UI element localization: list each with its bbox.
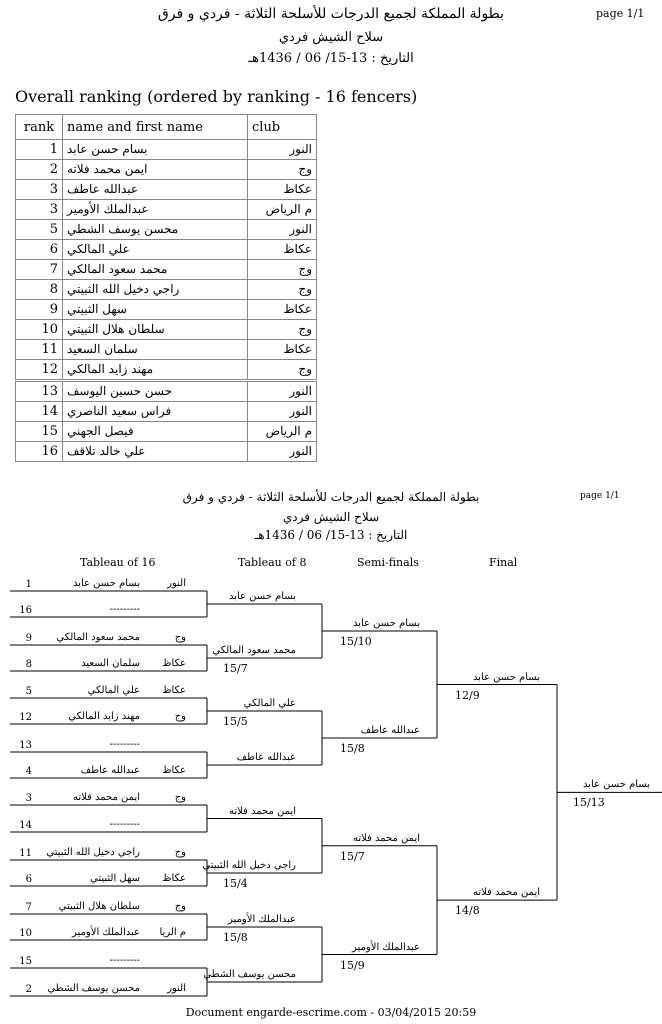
ranking-name: سهل الثبيتي bbox=[63, 300, 248, 320]
t16-name: عبدالله عاطف bbox=[80, 765, 140, 776]
page-date: التاريخ : 13-15/ 06 / 1436هـ bbox=[248, 51, 414, 66]
ranking-name: عبدالملك الأومير bbox=[63, 200, 248, 220]
t16-club: وج bbox=[174, 792, 186, 803]
ranking-club: النور bbox=[248, 402, 317, 422]
ranking-rank: 11 bbox=[16, 340, 63, 360]
bracket-date: التاريخ : 13-15/ 06 / 1436هـ bbox=[254, 528, 408, 542]
final-name: ايمن محمد فلاته bbox=[472, 887, 540, 899]
t16-seed: 5 bbox=[25, 686, 32, 697]
ranking-club: عكاظ bbox=[248, 340, 317, 360]
ranking-club: وج bbox=[248, 160, 317, 180]
t16-name: --------- bbox=[109, 604, 140, 615]
ranking-rank: 14 bbox=[16, 402, 63, 422]
t16-club: عكاظ bbox=[162, 765, 186, 776]
t16-name: بسام حسن عابد bbox=[72, 578, 140, 589]
final-score: 14/8 bbox=[455, 904, 480, 918]
t8-score: 15/8 bbox=[223, 931, 248, 944]
t16-name: --------- bbox=[109, 819, 140, 830]
t16-name: ايمن محمد فلاته bbox=[72, 792, 140, 803]
t8-name: بسام حسن عابد bbox=[228, 591, 296, 602]
ranking-club: م الرياض bbox=[248, 422, 317, 442]
t16-seed: 8 bbox=[25, 659, 32, 670]
ranking-club: النور bbox=[248, 442, 317, 462]
t8-name: ايمن محمد فلاته bbox=[228, 805, 296, 817]
ranking-rank: 15 bbox=[16, 422, 63, 442]
page-subtitle: سلاح الشيش فردي bbox=[278, 30, 384, 45]
winner-name: بسام حسن عابد bbox=[582, 779, 650, 791]
ranking-rank: 1 bbox=[16, 140, 63, 160]
ranking-club: وج bbox=[248, 360, 317, 381]
t16-name: راجي دخيل الله الثبيتي bbox=[46, 847, 140, 858]
t16-seed: 11 bbox=[19, 848, 32, 859]
t16-seed: 2 bbox=[25, 984, 32, 995]
t8-name: راجي دخيل الله الثبيتي bbox=[202, 860, 296, 871]
ranking-rank: 7 bbox=[16, 260, 63, 280]
t16-club: عكاظ bbox=[162, 658, 186, 669]
t8-name: عبدالله عاطف bbox=[236, 752, 296, 763]
t8-name: محمد سعود المالكي bbox=[212, 645, 296, 656]
ranking-club: النور bbox=[248, 220, 317, 240]
t16-club: م الريا bbox=[159, 927, 186, 938]
bracket-title: بطولة المملكة لجميع الدرجات للأسلحة الثلاثة - فردي و فرق bbox=[182, 490, 480, 504]
t16-name: مهند زايد المالكي bbox=[68, 711, 140, 722]
semi-name: ايمن محمد فلاته bbox=[352, 832, 420, 844]
ranking-name: فراس سعيد الناصري bbox=[63, 402, 248, 422]
semi-score: 15/10 bbox=[340, 635, 372, 648]
t8-name: محسن يوسف الشطي bbox=[203, 969, 296, 980]
t8-name: عبدالملك الأومير bbox=[228, 914, 296, 925]
ranking-club: عكاظ bbox=[248, 180, 317, 200]
t16-seed: 6 bbox=[25, 874, 32, 885]
round-label-t16: Tableau of 16 bbox=[80, 556, 156, 569]
t16-club: النور bbox=[167, 983, 186, 994]
ranking-club: النور bbox=[248, 140, 317, 160]
col-name: name and first name bbox=[63, 115, 248, 140]
t16-seed: 4 bbox=[25, 766, 32, 777]
final-score: 12/9 bbox=[455, 688, 480, 702]
round-label-t8: Tableau of 8 bbox=[238, 556, 307, 569]
ranking-name: محمد سعود المالكي bbox=[63, 260, 248, 280]
t16-seed: 12 bbox=[19, 712, 32, 723]
semi-name: عبدالله عاطف bbox=[360, 725, 420, 736]
ranking-club: وج bbox=[248, 320, 317, 340]
t8-name: علي المالكي bbox=[243, 698, 296, 709]
ranking-heading: Overall ranking (ordered by ranking - 16 fencers) bbox=[15, 87, 418, 106]
t8-score: 15/7 bbox=[223, 662, 248, 675]
t16-seed: 15 bbox=[19, 956, 32, 967]
t16-name: محسن يوسف الشطي bbox=[47, 983, 140, 994]
t16-name: علي المالكي bbox=[87, 685, 140, 696]
t16-seed: 16 bbox=[19, 605, 32, 616]
ranking-club: عكاظ bbox=[248, 240, 317, 260]
t16-seed: 1 bbox=[25, 579, 32, 590]
ranking-club: م الرياض bbox=[248, 200, 317, 220]
t16-club: النور bbox=[167, 578, 186, 589]
ranking-name: عبدالله عاطف bbox=[63, 180, 248, 200]
ranking-name: محسن يوسف الشطي bbox=[63, 220, 248, 240]
semi-score: 15/8 bbox=[340, 742, 365, 755]
semi-score: 15/7 bbox=[340, 849, 365, 863]
semi-name: بسام حسن عابد bbox=[352, 618, 420, 629]
t16-seed: 13 bbox=[19, 740, 32, 751]
t16-seed: 10 bbox=[19, 928, 32, 939]
ranking-name: حسن حسين اليوسف bbox=[63, 381, 248, 402]
t16-seed: 3 bbox=[25, 793, 32, 804]
ranking-rank: 6 bbox=[16, 240, 63, 260]
ranking-name: علي خالد تلاقف bbox=[63, 442, 248, 462]
ranking-name: مهند زايد المالكي bbox=[63, 360, 248, 381]
ranking-name: علي المالكي bbox=[63, 240, 248, 260]
t16-club: وج bbox=[174, 632, 186, 643]
t8-score: 15/4 bbox=[223, 877, 248, 890]
t16-name: عبدالملك الأومير bbox=[72, 927, 140, 938]
t8-score: 15/5 bbox=[223, 715, 248, 728]
t16-club: وج bbox=[174, 711, 186, 722]
ranking-rank: 16 bbox=[16, 442, 63, 462]
ranking-rank: 2 bbox=[16, 160, 63, 180]
t16-seed: 9 bbox=[25, 633, 32, 644]
footer: Document engarde-escrime.com - 03/04/2015 20:59 bbox=[185, 1006, 477, 1019]
page-title: بطولة المملكة لجميع الدرجات للأسلحة الثلاثة - فردي و فرق bbox=[157, 6, 505, 22]
round-label-semis: Semi-finals bbox=[357, 556, 419, 569]
final-name: بسام حسن عابد bbox=[472, 671, 540, 683]
ranking-club: وج bbox=[248, 260, 317, 280]
ranking-rank: 3 bbox=[16, 180, 63, 200]
ranking-rank: 10 bbox=[16, 320, 63, 340]
ranking-name: سلطان هلال الثبيتي bbox=[63, 320, 248, 340]
t16-seed: 14 bbox=[19, 820, 32, 831]
t16-name: سهل الثبيتي bbox=[90, 873, 140, 884]
t16-name: سلمان السعيد bbox=[81, 658, 140, 669]
ranking-name: سلمان السعيد bbox=[63, 340, 248, 360]
ranking-name: بسام حسن عابد bbox=[63, 140, 248, 160]
winner-score: 15/13 bbox=[573, 796, 605, 810]
t16-club: عكاظ bbox=[162, 873, 186, 884]
ranking-rank: 5 bbox=[16, 220, 63, 240]
ranking-rank: 12 bbox=[16, 360, 63, 381]
semi-score: 15/9 bbox=[340, 958, 365, 972]
t16-name: سلطان هلال الثبيتي bbox=[58, 901, 140, 912]
ranking-name: راجي دخيل الله الثبيتي bbox=[63, 280, 248, 300]
bracket-subtitle: سلاح الشيش فردي bbox=[282, 510, 380, 524]
semi-name: عبدالملك الأومير bbox=[352, 941, 420, 953]
col-club: club bbox=[248, 115, 317, 140]
t16-seed: 7 bbox=[25, 902, 32, 913]
t16-club: عكاظ bbox=[162, 685, 186, 696]
ranking-name: ايمن محمد فلاته bbox=[63, 160, 248, 180]
t16-name: --------- bbox=[109, 739, 140, 750]
ranking-rank: 3 bbox=[16, 200, 63, 220]
ranking-club: النور bbox=[248, 381, 317, 402]
col-rank: rank bbox=[16, 115, 63, 140]
ranking-rank: 13 bbox=[16, 381, 63, 402]
bracket-page-number: page 1/1 bbox=[580, 491, 620, 501]
round-label-final: Final bbox=[489, 556, 518, 569]
ranking-name: فيصل الجهني bbox=[63, 422, 248, 442]
t16-club: وج bbox=[174, 901, 186, 912]
ranking-rank: 9 bbox=[16, 300, 63, 320]
ranking-club: وج bbox=[248, 280, 317, 300]
ranking-club: عكاظ bbox=[248, 300, 317, 320]
ranking-rank: 8 bbox=[16, 280, 63, 300]
t16-name: محمد سعود المالكي bbox=[56, 632, 140, 643]
t16-name: --------- bbox=[109, 955, 140, 966]
page-number: page 1/1 bbox=[596, 7, 645, 20]
t16-club: وج bbox=[174, 847, 186, 858]
